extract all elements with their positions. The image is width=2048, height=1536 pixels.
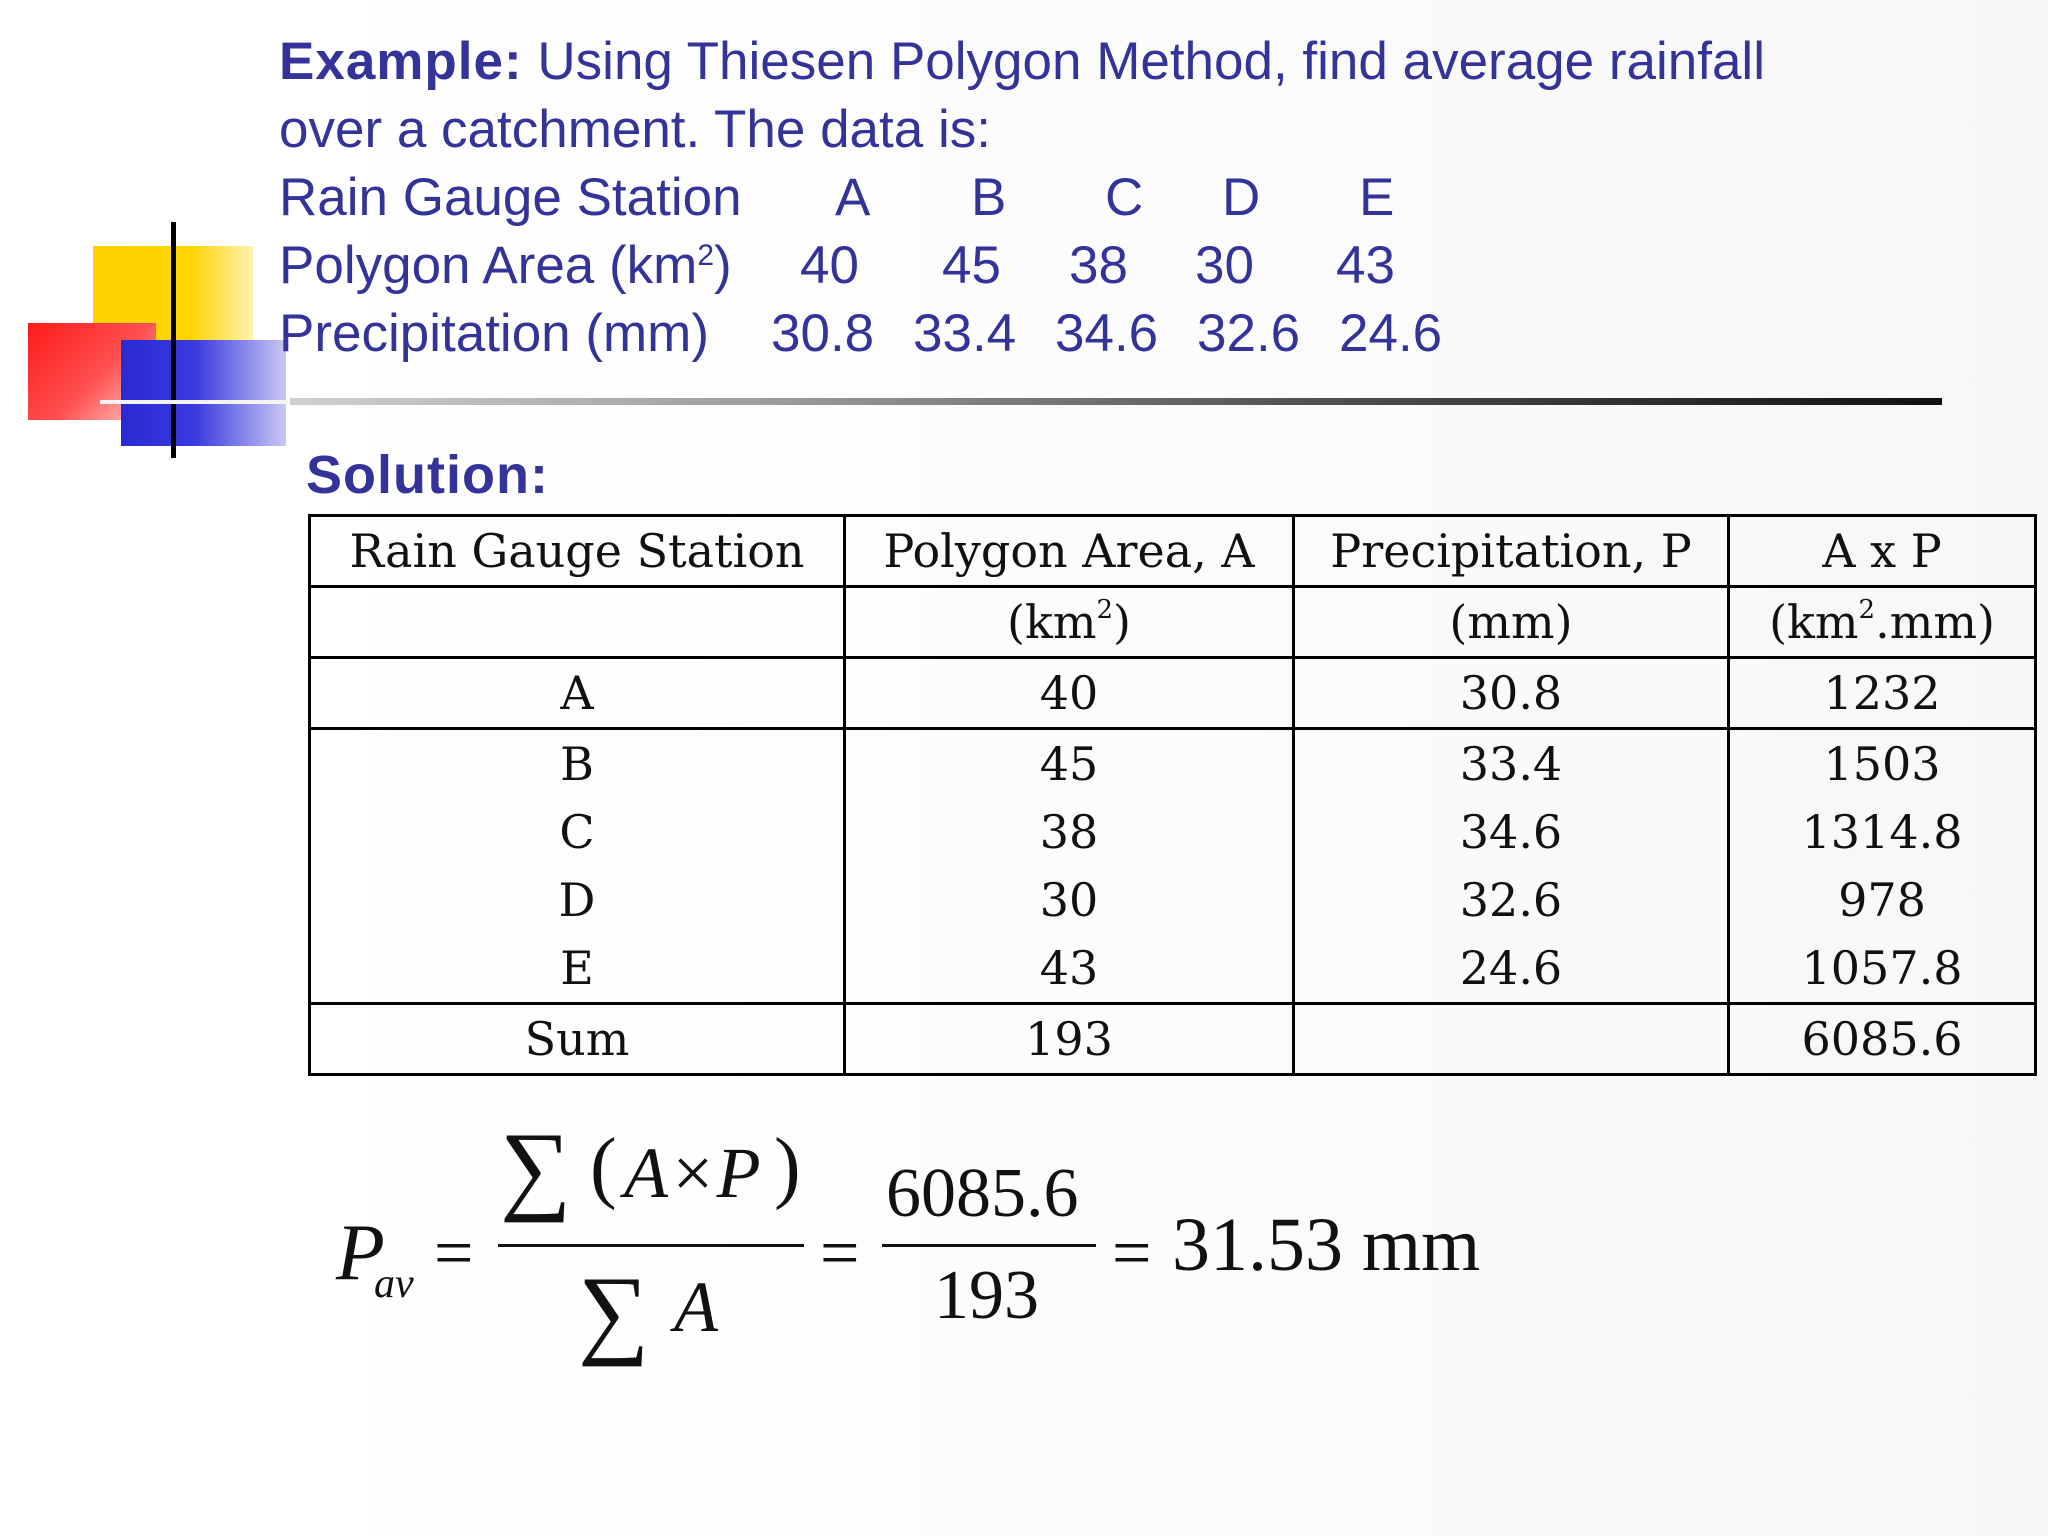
table-cell: A: [310, 658, 845, 729]
table-row: [310, 729, 2036, 799]
station-row: [279, 164, 1979, 232]
header-cell: Precipitation, P: [1294, 516, 1729, 587]
header-cell: Polygon Area, A: [845, 516, 1294, 587]
table-cell: 1314.8: [1729, 798, 2036, 866]
table-cell: 32.6: [1294, 866, 1729, 934]
table-header-row: [310, 516, 2036, 587]
station-value: E: [1359, 168, 1395, 227]
station-value: C: [1105, 168, 1144, 227]
problem-line-1: [279, 28, 1979, 96]
area-value: 38: [1069, 236, 1128, 295]
sum-cell: [1294, 1004, 1729, 1075]
table-cell: 43: [845, 934, 1294, 1004]
table-sum-row: [310, 1004, 2036, 1075]
table-cell: 40: [845, 658, 1294, 729]
station-value: B: [971, 168, 1007, 227]
table-cell: 30: [845, 866, 1294, 934]
table-cell: 34.6: [1294, 798, 1729, 866]
header-cell: A x P: [1729, 516, 2036, 587]
formula-numerator-value: 6085.6: [886, 1155, 1079, 1232]
sum-cell: Sum: [310, 1004, 845, 1075]
title-rule: [290, 398, 1942, 405]
formula-lhs: P: [336, 1209, 385, 1297]
station-value: D: [1222, 168, 1261, 227]
formula-equals: =: [1112, 1215, 1152, 1292]
table-cell: C: [310, 798, 845, 866]
precip-row-label: Precipitation (mm): [279, 304, 709, 363]
table-cell: 1057.8: [1729, 934, 2036, 1004]
problem-text-1: Using Thiesen Polygon Method, find average rainfall: [537, 32, 1765, 91]
formula-numerator-expr: A×P: [624, 1133, 761, 1213]
formula-lhs-subscript: av: [374, 1261, 414, 1307]
area-value: 45: [942, 236, 1001, 295]
example-label: Example:: [279, 32, 523, 91]
units-cell-empty: [310, 587, 845, 658]
area-value: 43: [1336, 236, 1395, 295]
station-value: A: [835, 168, 871, 227]
area-value: 40: [800, 236, 859, 295]
fraction-bar: [882, 1244, 1096, 1247]
units-cell: (mm): [1294, 587, 1729, 658]
precip-value: 34.6: [1055, 304, 1159, 363]
table-cell: E: [310, 934, 845, 1004]
decor-vertical-line: [171, 222, 176, 458]
table-cell: B: [310, 729, 845, 799]
precip-value: 24.6: [1339, 304, 1443, 363]
average-rainfall-formula: [0, 1110, 1600, 1370]
table-cell: 38: [845, 798, 1294, 866]
units-cell: $(km^2.mm)$: [1729, 587, 2036, 658]
area-row-label: Polygon Area $(km^2)$: [279, 236, 732, 295]
table-cell: D: [310, 866, 845, 934]
solution-heading: Solution:: [306, 445, 549, 505]
precip-value: 33.4: [913, 304, 1017, 363]
table-row: [310, 798, 2036, 866]
station-row-label: Rain Gauge Station: [279, 168, 742, 227]
area-value: 30: [1195, 236, 1254, 295]
decor-blue-square: [121, 340, 286, 446]
precip-value: 32.6: [1197, 304, 1301, 363]
table-units-row: [310, 587, 2036, 658]
problem-line-2: over a catchment. The data is:: [279, 100, 991, 159]
table-row: [310, 658, 2036, 729]
formula-equals: =: [820, 1215, 860, 1292]
paren-close: ): [774, 1123, 801, 1211]
formula-denominator-var: A: [674, 1267, 718, 1347]
sigma-symbol: ∑: [578, 1256, 650, 1367]
sum-cell: 193: [845, 1004, 1294, 1075]
table-cell: 33.4: [1294, 729, 1729, 799]
problem-statement: [279, 28, 1979, 368]
precip-row: [279, 300, 1979, 368]
precip-value: 30.8: [771, 304, 875, 363]
fraction-bar: [498, 1244, 804, 1247]
units-cell: $(km^2)$: [845, 587, 1294, 658]
header-cell: Rain Gauge Station: [310, 516, 845, 587]
formula-denominator-value: 193: [934, 1257, 1039, 1334]
table-cell: 1232: [1729, 658, 2036, 729]
table-cell: 978: [1729, 866, 2036, 934]
area-row: [279, 232, 1979, 300]
formula-result: 31.53 mm: [1172, 1203, 1481, 1287]
table-row: [310, 934, 2036, 1004]
decor-horizontal-line: [100, 400, 288, 404]
sum-cell: 6085.6: [1729, 1004, 2036, 1075]
table-cell: 30.8: [1294, 658, 1729, 729]
table-cell: 45: [845, 729, 1294, 799]
paren-open: (: [590, 1123, 617, 1211]
table-cell: 24.6: [1294, 934, 1729, 1004]
formula-equals: =: [434, 1215, 474, 1292]
table-row: [310, 866, 2036, 934]
sigma-symbol: ∑: [500, 1112, 572, 1223]
table-cell: 1503: [1729, 729, 2036, 799]
results-table: [308, 514, 2037, 1076]
